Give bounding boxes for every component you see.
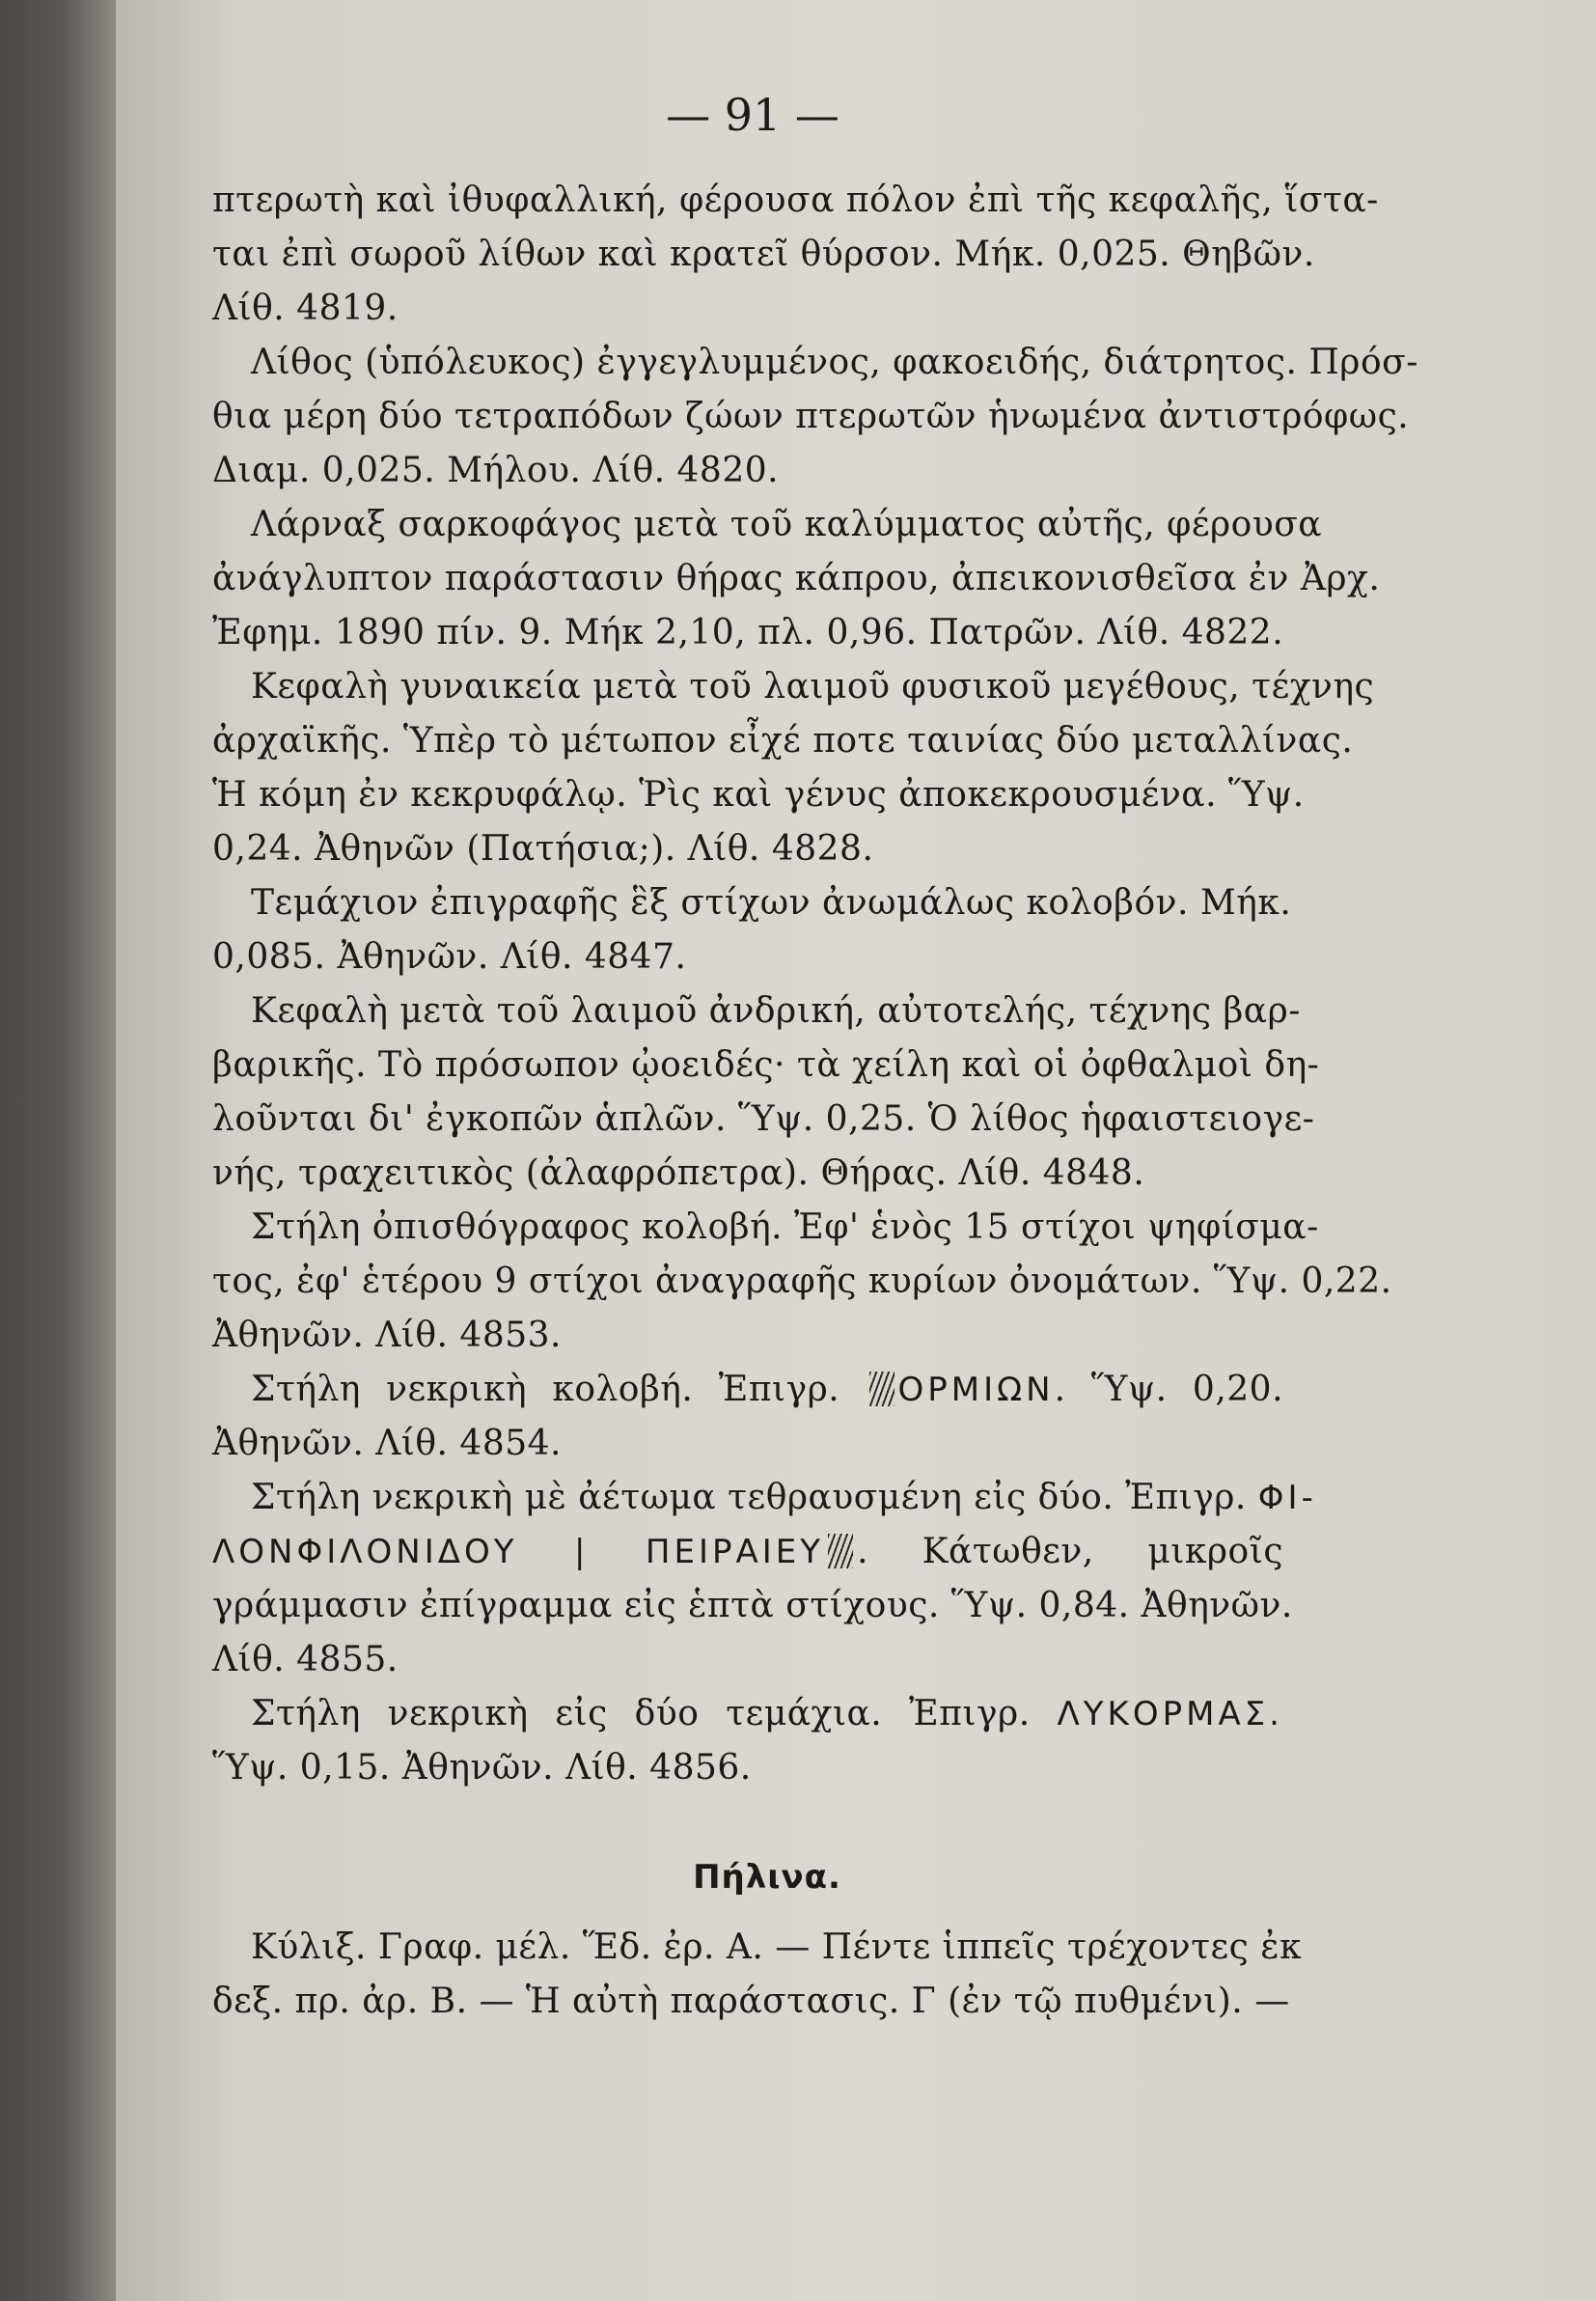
inscription-text: ΛΥΚΟΡΜΑΣ. <box>1057 1695 1283 1733</box>
page-number: — 91 — <box>666 89 839 141</box>
text-line: Ἡ κόμη ἐν κεκρυφάλῳ. Ῥὶς καὶ γένυς ἀποκεκρουσμένα. Ὕψ. <box>212 775 1305 815</box>
text-line: Διαμ. 0,025. Μήλου. Λίθ. 4820. <box>212 451 780 490</box>
text-line: τος, ἐφ' ἑτέρου 9 στίχοι ἀναγραφῆς κυρίων ὀνομάτων. Ὕψ. 0,22. <box>212 1261 1392 1301</box>
text-line: δεξ. πρ. ἀρ. Β. — Ἡ αὐτὴ παράστασις. Γ (ἐν τῷ πυθμένι). — <box>212 1982 1290 2021</box>
text-line: θια μέρη δύο τετραπόδων ζώων πτερωτῶν ἡνωμένα ἀντιστρόφως. <box>212 397 1410 436</box>
text-line <box>212 1687 1283 1741</box>
text-line: Λίθ. 4819. <box>212 289 399 328</box>
text-line: Κεφαλὴ γυναικεία μετὰ τοῦ λαιμοῦ φυσικοῦ μεγέθους, τέχνης <box>251 667 1375 707</box>
text-line: Κύλιξ. Γραφ. μέλ. Ἕδ. ἐρ. Α. — Πέντε ἱππεῖς τρέχοντες ἐκ <box>251 1927 1303 1967</box>
catalogue-text <box>212 174 1418 2029</box>
inscription-text: ΟΡΜΙΩΝ <box>897 1371 1055 1409</box>
text-line <box>212 1525 1283 1579</box>
text-line: γράμμασιν ἐπίγραμμα εἰς ἑπτὰ στίχους. Ὕψ. 0,84. Ἀθηνῶν. <box>212 1586 1293 1625</box>
erased-letters-mark <box>828 1534 853 1568</box>
text-line: Ἀθηνῶν. Λίθ. 4853. <box>212 1316 562 1355</box>
section-heading: Πήλινα. <box>693 1858 841 1897</box>
text-line: πτερωτὴ καὶ ἰθυφαλλική, φέρουσα πόλον ἐπὶ τῆς κεφαλῆς, ἵστα- <box>212 180 1379 220</box>
line-text: Στήλη νεκρικὴ κολοβή. Ἐπιγρ. <box>251 1370 866 1409</box>
erased-letters-mark <box>869 1372 894 1406</box>
line-text: . Ὕψ. 0,20. <box>1054 1370 1284 1409</box>
text-line: Στήλη ὀπισθόγραφος κολοβή. Ἐφ' ἑνὸς 15 στίχοι ψηφίσμα- <box>251 1207 1319 1247</box>
text-line: Ὕψ. 0,15. Ἀθηνῶν. Λίθ. 4856. <box>212 1748 752 1788</box>
text-line: Ἐφημ. 1890 πίν. 9. Μήκ 2,10, πλ. 0,96. Πατρῶν. Λίθ. 4822. <box>212 613 1284 652</box>
text-line: Τεμάχιον ἐπιγραφῆς ἓξ στίχων ἀνωμάλως κολοβόν. Μήκ. <box>251 883 1292 923</box>
text-line: Λίθ. 4855. <box>212 1640 399 1679</box>
text-line: ται ἐπὶ σωροῦ λίθων καὶ κρατεῖ θύρσον. Μήκ. 0,025. Θηβῶν. <box>212 235 1315 274</box>
line-text: . Κάτωθεν, μικροῖς <box>857 1532 1283 1571</box>
line-text: Στήλη νεκρικὴ εἰς δύο τεμάχια. Ἐπιγρ. <box>251 1694 1058 1733</box>
text-line: Κεφαλὴ μετὰ τοῦ λαιμοῦ ἀνδρική, αὐτοτελής, τέχνης βαρ- <box>251 991 1301 1031</box>
text-line: 0,24. Ἀθηνῶν (Πατήσια;). Λίθ. 4828. <box>212 829 874 869</box>
text-line: Λάρναξ σαρκοφάγος μετὰ τοῦ καλύμματος αὐτῆς, φέρουσα <box>251 505 1323 544</box>
text-line: νής, τραχειτικὸς (ἀλαφρόπετρα). Θήρας. Λίθ. 4848. <box>212 1153 1145 1193</box>
text-line: ἀρχαϊκῆς. Ὑπὲρ τὸ μέτωπον εἶχέ ποτε ταινίας δύο μεταλλίνας. <box>212 721 1354 761</box>
text-line <box>212 1471 1317 1525</box>
line-text: Στήλη νεκρικὴ μὲ ἀέτωμα τεθραυσμένη εἰς δύο. Ἐπιγρ. <box>251 1478 1258 1517</box>
text-line <box>212 1363 1283 1417</box>
inscription-text: ΛΟΝΦΙΛΟΝΙΔΟΥ | ΠΕΙΡΑΙΕΥ <box>212 1533 825 1571</box>
text-line: Ἀθηνῶν. Λίθ. 4854. <box>212 1424 562 1463</box>
text-line: 0,085. Ἀθηνῶν. Λίθ. 4847. <box>212 937 687 977</box>
text-line: ἀνάγλυπτον παράστασιν θήρας κάπρου, ἀπεικονισθεῖσα ἐν Ἀρχ. <box>212 559 1381 598</box>
inscription-text: ΦΙ- <box>1257 1479 1317 1517</box>
text-line: βαρικῆς. Τὸ πρόσωπον ᾠοειδές· τὰ χείλη καὶ οἱ ὀφθαλμοὶ δη- <box>212 1045 1320 1085</box>
text-line: λοῦνται δι' ἐγκοπῶν ἁπλῶν. Ὕψ. 0,25. Ὁ λίθος ἡφαιστειογε- <box>212 1099 1315 1139</box>
text-line: Λίθος (ὑπόλευκος) ἐγγεγλυμμένος, φακοειδής, διάτρητος. Πρόσ- <box>251 343 1418 382</box>
